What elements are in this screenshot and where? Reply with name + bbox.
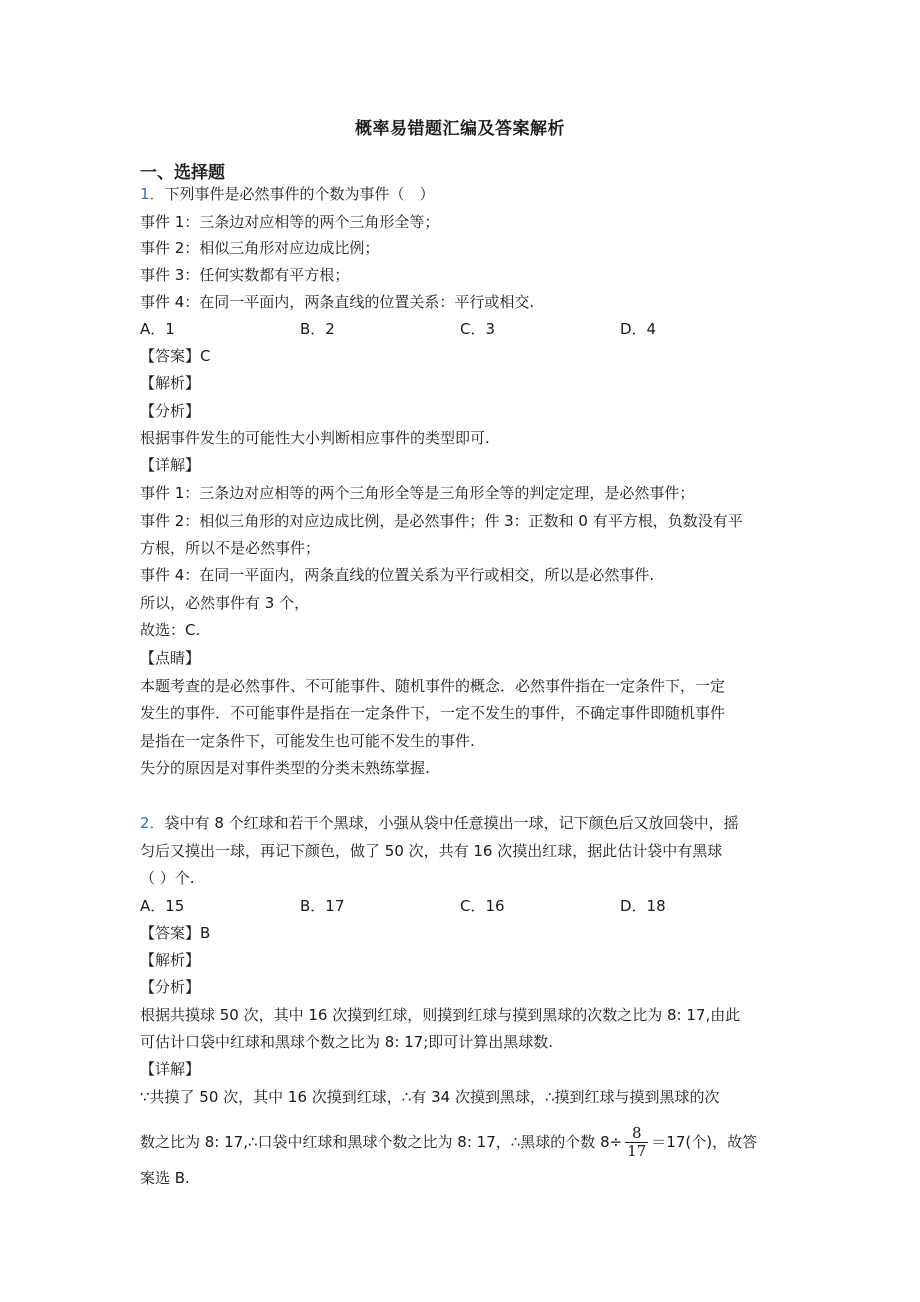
option-d: D．4 <box>620 320 657 338</box>
analysis-label: 【解析】 <box>140 374 201 392</box>
detail-line-with-fraction <box>140 1125 757 1160</box>
option-a: A．1 <box>140 320 175 338</box>
breakdown-label: 【分析】 <box>140 402 201 420</box>
breakdown-text: 可估计口袋中红球和黑球个数之比为 8: 17;即可计算出黑球数. <box>140 1033 554 1051</box>
question-2-number: 2． <box>140 814 165 832</box>
fraction-denominator: 17 <box>627 1142 647 1160</box>
option-c: C．16 <box>460 897 505 915</box>
detail-line: 方根，所以不是必然事件； <box>140 539 321 557</box>
section-heading: 一、选择题 <box>140 163 225 183</box>
detail-label: 【详解】 <box>140 1060 201 1078</box>
question-1-text: 下列事件是必然事件的个数为事件（ ） <box>164 185 435 203</box>
detail-text: ＝17(个)，故答 <box>651 1133 758 1151</box>
question-2-text-line: （ ）个. <box>140 869 195 887</box>
option-b: B．17 <box>300 897 345 915</box>
detail-text: 数之比为 8: 17,∴口袋中红球和黑球个数之比为 8: 17，∴黑球的个数 8÷ <box>140 1133 623 1151</box>
event-2: 事件 2：相似三角形对应边成比例； <box>140 239 380 257</box>
document-title: 概率易错题汇编及答案解析 <box>355 119 565 139</box>
detail-label: 【详解】 <box>140 456 201 474</box>
event-3: 事件 3：任何实数都有平方根； <box>140 266 350 284</box>
comment-line: 是指在一定条件下，可能发生也可能不发生的事件. <box>140 732 475 750</box>
comment-line: 发生的事件．不可能事件是指在一定条件下，一定不发生的事件，不确定事件即随机事件 <box>140 704 726 722</box>
fraction-numerator: 8 <box>625 1125 648 1143</box>
detail-line: 故选：C. <box>140 621 201 639</box>
answer-label: 【答案】B <box>140 924 211 942</box>
breakdown-text: 根据事件发生的可能性大小判断相应事件的类型即可. <box>140 429 490 447</box>
question-2-text: 袋中有 8 个红球和若干个黑球，小强从袋中任意摸出一球，记下颜色后又放回袋中，摇 <box>164 814 739 832</box>
question-1-number: 1． <box>140 185 165 203</box>
question-2-text-line: 匀后又摸出一球，再记下颜色，做了 50 次，共有 16 次摸出红球，据此估计袋中有黑球 <box>140 842 723 860</box>
detail-line: 事件 1：三条边对应相等的两个三角形全等是三角形全等的判定定理，是必然事件； <box>140 484 695 502</box>
question-2-stem <box>140 813 739 833</box>
breakdown-label: 【分析】 <box>140 978 201 996</box>
detail-line: 事件 4：在同一平面内，两条直线的位置关系为平行或相交，所以是必然事件. <box>140 566 655 584</box>
question-1-stem <box>140 184 435 204</box>
detail-line: 所以，必然事件有 3 个， <box>140 594 310 612</box>
option-a: A．15 <box>140 897 185 915</box>
breakdown-text: 根据共摸球 50 次，其中 16 次摸到红球，则摸到红球与摸到黑球的次数之比为 8: 17,由此 <box>140 1006 741 1024</box>
fraction <box>625 1125 648 1160</box>
option-d: D．18 <box>620 897 666 915</box>
event-4: 事件 4：在同一平面内，两条直线的位置关系：平行或相交. <box>140 293 535 311</box>
comment-label: 【点睛】 <box>140 649 201 667</box>
detail-line: 事件 2：相似三角形的对应边成比例，是必然事件；件 3：正数和 0 有平方根，负数没有平 <box>140 512 743 530</box>
option-b: B．2 <box>300 320 335 338</box>
comment-line: 本题考查的是必然事件、不可能事件、随机事件的概念．必然事件指在一定条件下，一定 <box>140 677 726 695</box>
answer-label: 【答案】C <box>140 347 211 365</box>
detail-line: 案选 B. <box>140 1169 190 1187</box>
comment-line: 失分的原因是对事件类型的分类未熟练掌握. <box>140 759 430 777</box>
event-1: 事件 1：三条边对应相等的两个三角形全等； <box>140 213 440 231</box>
detail-line: ∵共摸了 50 次，其中 16 次摸到红球，∴有 34 次摸到黑球，∴摸到红球与摸到黑球的次 <box>140 1088 720 1106</box>
option-c: C．3 <box>460 320 496 338</box>
analysis-label: 【解析】 <box>140 951 201 969</box>
